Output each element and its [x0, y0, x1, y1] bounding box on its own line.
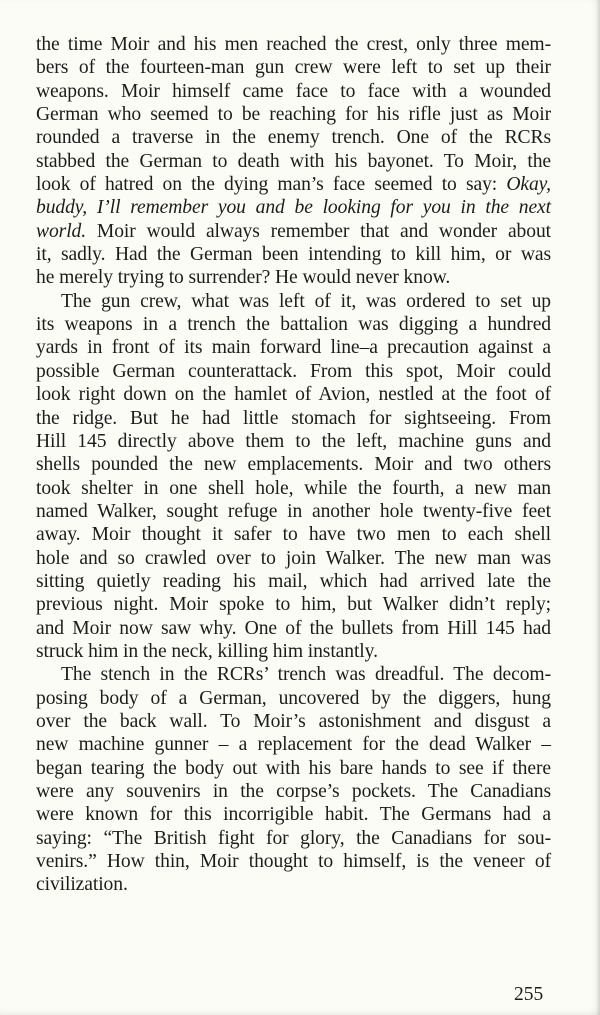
text-line: Hill 145 directly above them to the left, machine guns and — [36, 430, 551, 452]
text-line: possible German counterattack. From this spot, Moir could — [36, 360, 551, 382]
text-line: named Walker, sought refuge in another hole twenty-five feet — [36, 500, 551, 522]
paragraph-1 — [36, 33, 551, 290]
paragraph-3 — [36, 663, 551, 896]
text-line: began tearing the body out with his bare hands to see if there — [36, 757, 551, 779]
paragraph-2 — [36, 290, 551, 664]
text-line: struck him in the neck, killing him instantly. — [36, 640, 378, 662]
italic-segment: world. — [36, 220, 87, 242]
text-line: sitting quietly reading his mail, which had arrived late the — [36, 570, 551, 592]
text-line — [36, 173, 551, 196]
text-line: The gun crew, what was left of it, was ordered to set up — [61, 290, 551, 312]
page-number: 255 — [514, 984, 544, 1005]
text-line: rounded a traverse in the enemy trench. One of the RCRs — [36, 127, 551, 149]
text-line: German who seemed to be reaching for his rifle just as Moir — [36, 104, 551, 126]
text-line: venirs.” How thin, Moir thought to himself, is the veneer of — [36, 851, 551, 873]
text-line: and Moir now saw why. One of the bullets from Hill 145 had — [36, 617, 551, 639]
text-line: posing body of a German, uncovered by the diggers, hung — [36, 687, 551, 709]
text-line: hole and so crawled over to join Walker. The new man was — [36, 547, 551, 569]
text-line: look right down on the hamlet of Avion, nestled at the foot of — [36, 384, 551, 406]
text-line: The stench in the RCRs’ trench was dreadful. The decom- — [61, 664, 551, 686]
body-text — [36, 33, 551, 897]
text-line: it, sadly. Had the German been intending to kill him, or was — [36, 244, 551, 266]
text-line: were known for this incorrigible habit. The Germans had a — [36, 804, 551, 826]
text-line: its weapons in a trench the battalion was digging a hundred — [36, 314, 551, 336]
text-line: weapons. Moir himself came face to face with a wounded — [36, 80, 551, 102]
italic-segment: buddy, I’ll remember you and be looking for you in the next — [36, 197, 551, 219]
text-line: yards in front of its main forward line–a precaution against a — [36, 337, 551, 359]
text-line — [36, 220, 551, 243]
text-line: bers of the fourteen-man gun crew were left to set up their — [36, 57, 551, 79]
text-line: new machine gunner – a replacement for the dead Walker – — [36, 734, 551, 756]
text-line: saying: “The British fight for glory, the Canadians for sou- — [36, 827, 551, 849]
text-line: away. Moir thought it safer to have two men to each shell — [36, 524, 551, 546]
text-line: over the back wall. To Moir’s astonishment and disgust a — [36, 710, 551, 732]
text-line: the ridge. But he had little stomach for sightseeing. From — [36, 407, 551, 429]
text-line: the time Moir and his men reached the crest, only three mem- — [36, 34, 551, 55]
text-line: took shelter in one shell hole, while the fourth, a new man — [36, 477, 551, 499]
text-line: were any souvenirs in the corpse’s pockets. The Canadians — [36, 781, 551, 802]
text-line: shells pounded the new emplacements. Moir and two others — [36, 454, 551, 476]
text-segment: Moir would always remember that and wonder about — [86, 220, 551, 242]
text-line — [36, 196, 551, 219]
text-line: stabbed the German to death with his bayonet. To Moir, the — [36, 150, 551, 172]
italic-segment: Okay, — [506, 174, 551, 196]
text-line: civilization. — [36, 874, 128, 896]
text-segment: look of hatred on the dying man’s face seemed to say: — [36, 174, 507, 196]
text-line: previous night. Moir spoke to him, but Walker didn’t reply; — [36, 594, 551, 616]
page-edge-shadow — [596, 0, 600, 1015]
text-line: he merely trying to surrender? He would never know. — [36, 267, 451, 289]
